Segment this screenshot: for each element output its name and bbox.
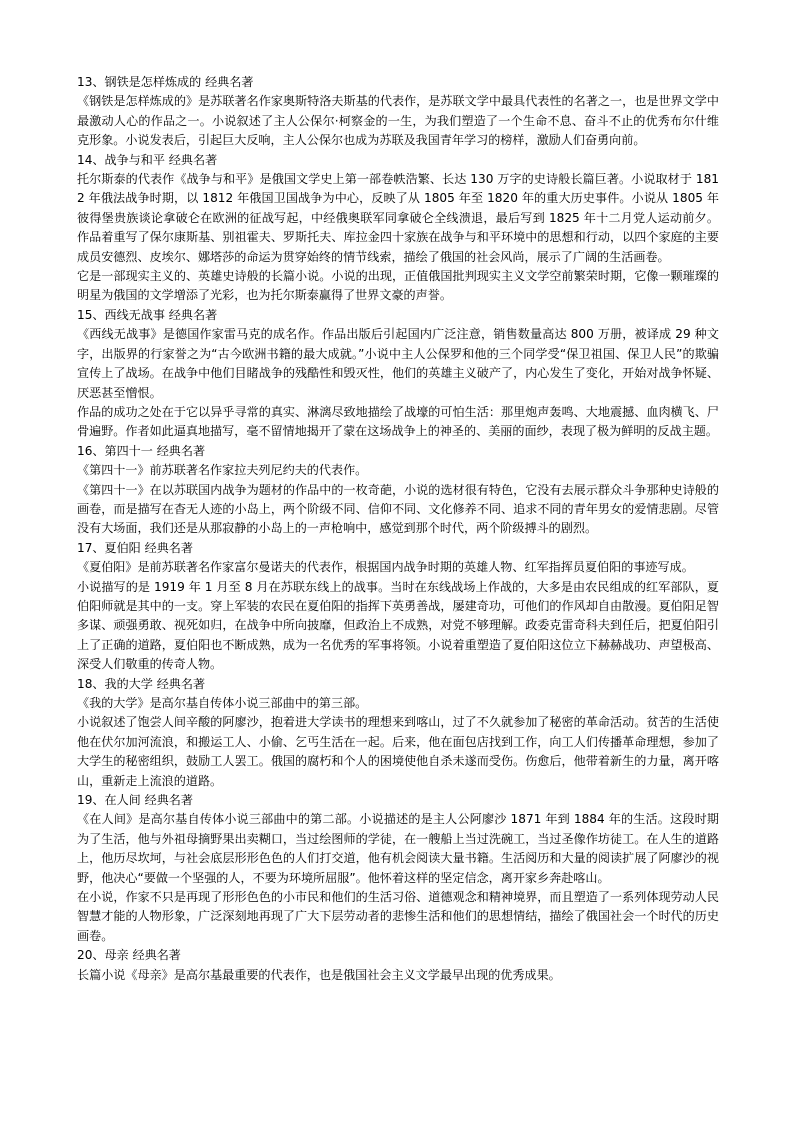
- paragraph: 它是一部现实主义的、英雄史诗般的长篇小说。小说的出现，正值俄国批判现实主义文学空前繁荣时期，它像一颗璀璨的明星为俄国的文学增添了光彩，也为托尔斯泰赢得了世界文豪的声誉。: [77, 269, 719, 303]
- paragraph: 长篇小说《母亲》是高尔基最重要的代表作，也是俄国社会主义文学最早出现的优秀成果。: [77, 967, 561, 982]
- section-heading: 15、西线无战事 经典名著: [77, 307, 218, 322]
- paragraph: 托尔斯泰的代表作《战争与和平》是俄国文学史上第一部卷帙浩繁、长达 130 万字的史诗般长篇巨著。小说取材于 1812 年俄法战争时期，以 1812 年俄国卫国战争为中心，反映了从 1805 年至 1820 年的重大历史事件。小说从 1805 年彼得堡贵族谈论拿破仑在欧洲的征战写起，中经俄奥联军同拿破仑全线溃退，最后写到 1825 年十二月党人运动前夕。作品着重写了保尔康斯基、别祖霍夫、罗斯托夫、库拉金四十家族在战争与和平环境中的思想和行动，以四个家庭的主要成员安德烈、皮埃尔、娜塔莎的命运为贯穿始终的情节线索，描绘了俄国的社会风尚，展示了广阔的生活画卷。: [77, 172, 719, 264]
- document-page: [77, 73, 719, 985]
- paragraph: 《夏伯阳》是前苏联著名作家富尔曼诺夫的代表作，根据国内战争时期的英雄人物、红军指挥员夏伯阳的事迹写成。: [77, 560, 694, 575]
- paragraph: 小说叙述了饱尝人间辛酸的阿廖沙，抱着进大学读书的理想来到喀山，过了不久就参加了秘密的革命活动。贫苦的生活使他在伏尔加河流浪，和搬运工人、小偷、乞丐生活在一起。后来，他在面包店找到工作，向工人们传播革命理想，参加了大学生的秘密组织，鼓励工人罢工。俄国的腐朽和个人的困境使他自杀未遂而受伤。伤愈后，他带着新生的力量，离开喀山，重新走上流浪的道路。: [77, 715, 719, 788]
- section-18: [77, 675, 719, 791]
- section-19: [77, 791, 719, 946]
- paragraph: 《我的大学》是高尔基自传体小说三部曲中的第三部。: [77, 696, 368, 710]
- section-heading: 20、母亲 经典名著: [77, 948, 181, 963]
- paragraph: 《西线无战事》是德国作家雷马克的成名作。作品出版后引起国内广泛注意，销售数量高达 800 万册，被译成 29 种文字，出版界的行家誉之为“古今欧洲书籍的最大成就。”小说中主人公保罗和他的三个同学受“保卫祖国、保卫人民”的欺骗宣传上了战场。在战争中他们目睹战争的残酷性和毁灭性，他们的英雄主义破产了，内心发生了变化，开始对战争怀疑、厌恶甚至憎恨。: [77, 327, 719, 400]
- section-heading: 14、战争与和平 经典名著: [77, 152, 218, 167]
- section-14: [77, 151, 719, 306]
- section-heading: 16、第四十一 经典名著: [77, 443, 206, 458]
- section-heading: 19、在人间 经典名著: [77, 793, 193, 808]
- section-20: [77, 946, 719, 985]
- paragraph: 在小说，作家不只是再现了形形色色的小市民和他们的生活习俗、道德观念和精神境界，而且塑造了一系列体现劳动人民智慧才能的人物形象，广泛深刻地再现了广大下层劳动者的悲惨生活和他们的思想情结，描绘了俄国社会一个时代的历史画卷。: [77, 890, 719, 943]
- paragraph: 《第四十一》在以苏联国内战争为题材的作品中的一枚奇葩，小说的选材很有特色，它没有去展示群众斗争那种史诗般的画卷，而是描写在杳无人迹的小岛上，两个阶级不同、信仰不同、文化修养不同、追求不同的青年男女的爱情悲剧。尽管没有大场面，我们还是从那寂静的小岛上的一声枪响中，感觉到那个时代，两个阶级搏斗的剧烈。: [77, 482, 719, 536]
- section-15: [77, 306, 719, 442]
- section-13: [77, 73, 719, 151]
- section-16: [77, 442, 719, 539]
- paragraph: 《钢铁是怎样炼成的》是苏联著名作家奥斯特洛夫斯基的代表作，是苏联文学中最具代表性的名著之一，也是世界文学中最激动人心的作品之一。小说叙述了主人公保尔·柯察金的一生，为我们塑造了一个生命不息、奋斗不止的优秀布尔什维克形象。小说发表后，引起巨大反响，主人公保尔也成为苏联及我国青年学习的榜样，激励人们奋勇向前。: [77, 94, 719, 148]
- paragraph: 《第四十一》前苏联著名作家拉夫列尼约夫的代表作。: [77, 463, 368, 478]
- paragraph: 作品的成功之处在于它以异乎寻常的真实、淋漓尽致地描绘了战壕的可怕生活：那里炮声轰鸣、大地震撼、血肉横飞、尸骨遍野。作者如此逼真地描写，毫不留情地揭开了蒙在这场战争上的神圣的、美丽的面纱，表现了极为鲜明的反战主题。: [77, 404, 719, 439]
- section-17: [77, 539, 719, 675]
- section-heading: 17、夏伯阳 经典名著: [77, 540, 193, 555]
- section-heading: 18、我的大学 经典名著: [77, 676, 206, 691]
- section-heading: 13、钢铁是怎样炼成的 经典名著: [77, 75, 254, 89]
- paragraph: 《在人间》是高尔基自传体小说三部曲中的第二部。小说描述的是主人公阿廖沙 1871 年到 1884 年的生活。这段时期为了生活，他与外祖母摘野果出卖糊口，当过绘图师的学徒，在一艘船上当过洗碗工，当过圣像作坊徒工。在人生的道路上，他历尽坎坷，与社会底层形形色色的人们打交道，他有机会阅读大量书籍。生活阅历和大量的阅读扩展了阿廖沙的视野，他决心“要做一个坚强的人，不要为环境所屈服”。他怀着这样的坚定信念，离开家乡奔赴喀山。: [77, 812, 719, 885]
- paragraph: 小说描写的是 1919 年 1 月至 8 月在苏联东线上的战事。当时在东线战场上作战的，大多是由农民组成的红军部队，夏伯阳师就是其中的一支。穿上军装的农民在夏伯阳的指挥下英勇善战，屡建奇功，可他们的作风却自由散漫。夏伯阳足智多谋、顽强勇敢、视死如归，在战争中所向披靡，但政治上不成熟，对党不够理解。政委克雷奇科夫到任后，把夏伯阳引上了正确的道路，夏伯阳也不断成熟，成为一名优秀的军事将领。小说着重塑造了夏伯阳这位立下赫赫战功、声望极高、深受人们敬重的传奇人物。: [77, 579, 719, 672]
